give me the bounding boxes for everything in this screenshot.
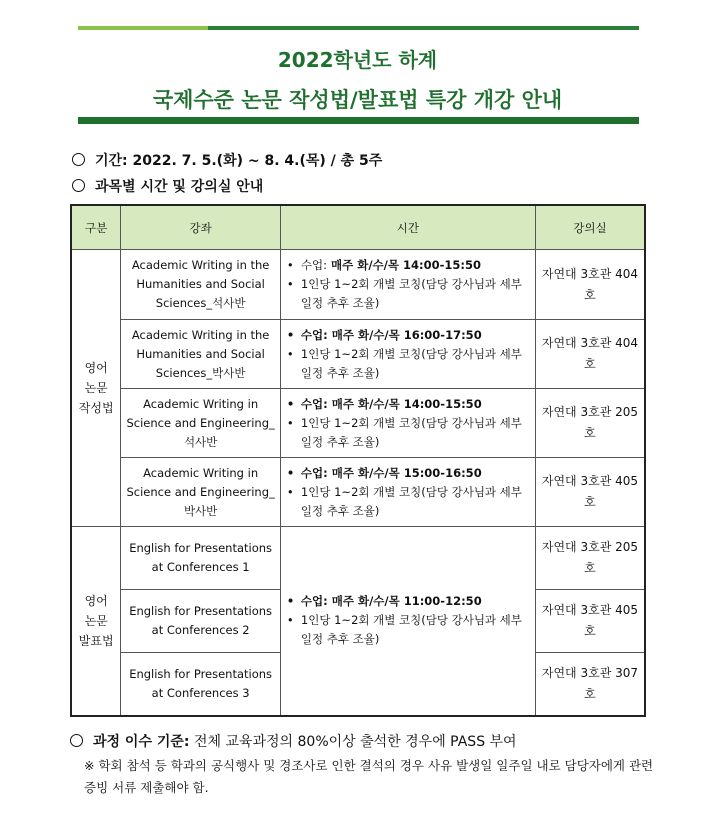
time-cell xyxy=(280,458,535,527)
table-row xyxy=(71,527,645,590)
section-heading xyxy=(72,176,263,196)
time-main: • 수업: 매주 화/수/목 16:00-17:50 xyxy=(301,326,529,345)
table-row xyxy=(71,389,645,458)
course-name: Academic Writing in Science and Engineering_박사반 xyxy=(121,458,281,527)
time-cell xyxy=(280,250,535,320)
course-name: English for Presentations at Conferences 3 xyxy=(121,653,281,716)
room-cell: 자연대 3호관 405호 xyxy=(535,590,645,653)
table-row xyxy=(71,458,645,527)
circle-bullet-icon xyxy=(72,179,85,192)
time-sub: • 1인당 1~2회 개별 코칭(담당 강사님과 세부일정 추후 조율) xyxy=(301,345,529,383)
period-line xyxy=(72,150,382,170)
course-name: Academic Writing in the Humanities and Social Sciences_박사반 xyxy=(121,320,281,389)
time-main: • 수업: 매주 화/수/목 11:00-12:50 xyxy=(301,592,529,611)
top-rule-accent xyxy=(78,26,208,30)
room-cell: 자연대 3호관 205호 xyxy=(535,527,645,590)
title-underline xyxy=(78,117,639,124)
time-cell xyxy=(280,320,535,389)
room-cell: 자연대 3호관 405호 xyxy=(535,458,645,527)
course-name: Academic Writing in Science and Engineering_석사반 xyxy=(121,389,281,458)
header-category: 구분 xyxy=(71,205,121,250)
completion-criteria xyxy=(70,731,517,751)
circle-bullet-icon xyxy=(72,153,85,166)
time-sub: • 1인당 1~2회 개별 코칭(담당 강사님과 세부일정 추후 조율) xyxy=(301,611,529,649)
category-presentation: 영어 논문 발표법 xyxy=(71,527,121,716)
course-name: English for Presentations at Conferences 2 xyxy=(121,590,281,653)
header-course: 강좌 xyxy=(121,205,281,250)
circle-bullet-icon xyxy=(70,734,83,747)
time-sub: • 1인당 1~2회 개별 코칭(담당 강사님과 세부일정 추후 조율) xyxy=(301,275,529,313)
time-sub: • 1인당 1~2회 개별 코칭(담당 강사님과 세부일정 추후 조율) xyxy=(301,483,529,521)
completion-label: 과정 이수 기준: xyxy=(93,734,190,750)
section-heading-text: 과목별 시간 및 강의실 안내 xyxy=(95,179,264,195)
header-room: 강의실 xyxy=(535,205,645,250)
table-row xyxy=(71,250,645,320)
completion-text: 전체 교육과정의 80%이상 출석한 경우에 PASS 부여 xyxy=(193,734,517,750)
room-cell: 자연대 3호관 205호 xyxy=(535,389,645,458)
time-main: • 수업: 매주 화/수/목 14:00-15:50 xyxy=(301,256,529,275)
period-text: 기간: 2022. 7. 5.(화) ~ 8. 4.(목) / 총 5주 xyxy=(95,153,383,169)
time-sub: • 1인당 1~2회 개별 코칭(담당 강사님과 세부일정 추후 조율) xyxy=(301,414,529,452)
completion-note: ※ 학회 참석 등 학과의 공식행사 및 경조사로 인한 결석의 경우 사유 발생일 일주일 내로 담당자에게 관련 증빙 서류 제출해야 함. xyxy=(84,758,654,795)
category-writing: 영어 논문 작성법 xyxy=(71,250,121,527)
table-header-row xyxy=(71,205,645,250)
course-name: Academic Writing in the Humanities and Social Sciences_석사반 xyxy=(121,250,281,320)
table-row xyxy=(71,320,645,389)
title-line-2: 국제수준 논문 작성법/발표법 특강 개강 안내 xyxy=(152,88,563,112)
title-line-1: 2022학년도 하계 xyxy=(277,48,438,72)
room-cell: 자연대 3호관 404호 xyxy=(535,250,645,320)
course-name: English for Presentations at Conferences 1 xyxy=(121,527,281,590)
room-cell: 자연대 3호관 404호 xyxy=(535,320,645,389)
schedule-table xyxy=(70,204,646,717)
time-cell-shared xyxy=(280,527,535,716)
time-cell xyxy=(280,389,535,458)
time-main: • 수업: 매주 화/수/목 14:00-15:50 xyxy=(301,395,529,414)
room-cell: 자연대 3호관 307호 xyxy=(535,653,645,716)
time-main: • 수업: 매주 화/수/목 15:00-16:50 xyxy=(301,464,529,483)
header-time: 시간 xyxy=(280,205,535,250)
